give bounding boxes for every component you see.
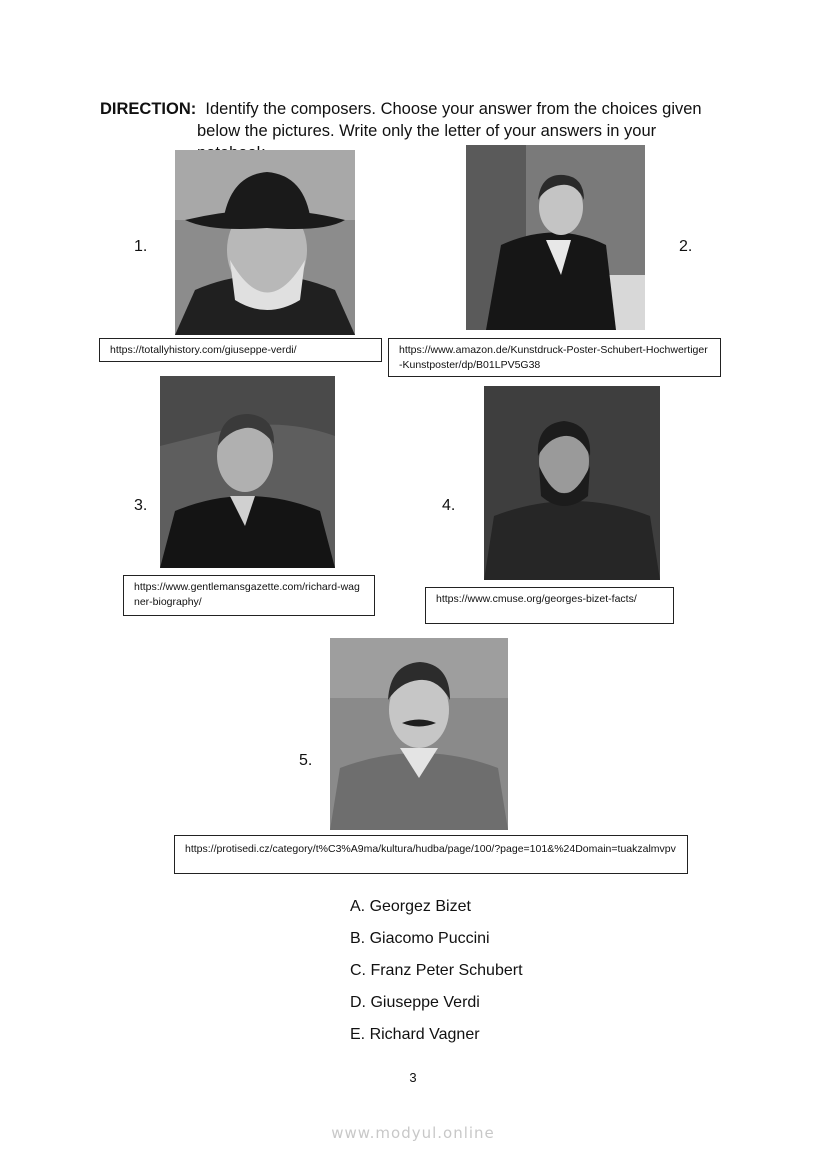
composer-photo-1 [175, 150, 355, 335]
source-box-1: https://totallyhistory.com/giuseppe-verdi/ [99, 338, 382, 362]
source-box-4: https://www.cmuse.org/georges-bizet-facts/ [425, 587, 674, 624]
item-number-3: 3. [134, 497, 148, 514]
item-number-5: 5. [299, 752, 313, 769]
direction-line-2: below the pictures. Write only the letter of your answers in your [197, 122, 657, 140]
composer-photo-4 [484, 386, 660, 580]
item-number-4: 4. [442, 497, 456, 514]
composer-photo-5 [330, 638, 508, 830]
choice-d: D. Giuseppe Verdi [350, 994, 480, 1011]
page-number: 3 [409, 1070, 417, 1085]
source-box-5: https://protisedi.cz/category/t%C3%A9ma/kultura/hudba/page/100/?page=101&%24Domain=tuakzalmvpv [174, 835, 688, 874]
item-number-2: 2. [679, 238, 693, 255]
choice-a: A. Georgez Bizet [350, 898, 471, 915]
composer-photo-3 [160, 376, 335, 568]
source-box-3: https://www.gentlemansgazette.com/richard-wagner-biography/ [123, 575, 375, 616]
answer-choices [350, 896, 523, 1056]
direction-label: DIRECTION: [100, 100, 197, 118]
choice-b: B. Giacomo Puccini [350, 930, 490, 947]
direction-line-1: Identify the composers. Choose your answer from the choices given [205, 100, 702, 118]
choice-c: C. Franz Peter Schubert [350, 962, 523, 979]
composer-photo-2 [466, 145, 645, 330]
item-number-1: 1. [134, 238, 148, 255]
choice-e: E. Richard Vagner [350, 1026, 480, 1043]
watermark: www.modyul.online [331, 1124, 495, 1142]
source-box-2: https://www.amazon.de/Kunstdruck-Poster-Schubert-Hochwertiger-Kunstposter/dp/B01LPV5G38 [388, 338, 721, 377]
